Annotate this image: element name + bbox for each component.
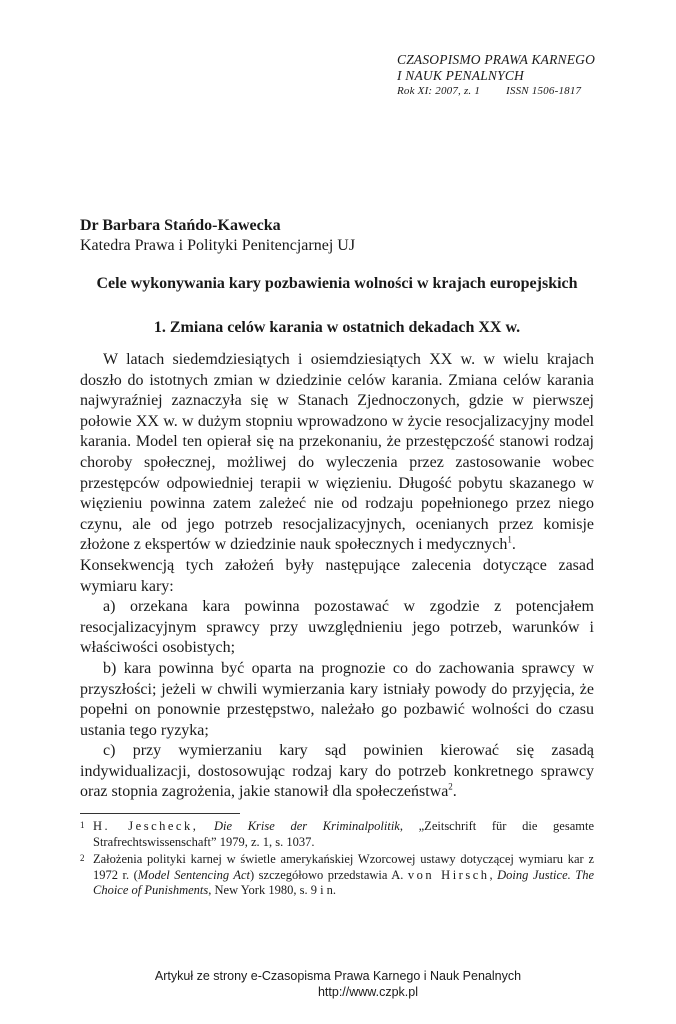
paragraph-1: W latach siedemdziesiątych i osiemdziesiątych XX w. w wielu krajach doszło do istotnych zmian w dziedzinie celów karania. Zmiana celów karania najwyraźniej zaznaczyła się w Stanach Zjednoczonych, gdzie w pierwszej połowie XX w. w dużym stopniu wprowadzono w życie resocjalizacyjny model karania. Model ten opierał się na przekonaniu, że przestępczość stanowi rodzaj choroby społecznej, możliwej do wyleczenia przez zastosowanie wobec przestępców odpowiedniej terapii w więzieniu. Długość pobytu skazanego w więzieniu powinna zatem zależeć nie od rodzaju popełnionego przez niego czynu, ale od jego potrzeb resocjalizacyjnych, ocenianych przez komisje złożone z ekspertów w dziedzinie nauk społecznych i medycznych$^1$. xyxy=(80,351,594,554)
footnote-title: Model Sentencing Act xyxy=(137,867,251,882)
year-issue: Rok XI: 2007, z. 1 xyxy=(397,85,481,97)
paragraph-2: Konsekwencją tych założeń były następujące zalecenia dotyczące zasad wymiaru kary: xyxy=(80,556,594,595)
footnote-separator xyxy=(80,813,240,814)
footnote-title: Die Krise der Kriminalpolitik xyxy=(214,819,400,833)
footnote-ref-1[interactable]: 1 xyxy=(507,535,512,546)
footnote-number: 1 xyxy=(80,820,85,830)
section-heading: 1. Zmiana celów karania w ostatnich dekadach XX w. xyxy=(153,319,521,336)
author-block xyxy=(80,216,355,256)
footnote-1: 1 H. Jescheck, Die Krise der Kriminalpolitik, „Zeitschrift für die gesamte Strafrechtswissenschaft” 1979, z. 1, s. 1037. xyxy=(80,819,595,849)
author-name: Dr Barbara Stańdo-Kawecka xyxy=(80,217,281,234)
footnote-ref-2[interactable]: 2 xyxy=(448,782,453,793)
author-affiliation: Katedra Prawa i Polityki Penitencjarnej UJ xyxy=(80,237,356,254)
journal-meta xyxy=(397,84,657,98)
footer-link[interactable]: http://www.czpk.pl xyxy=(317,985,419,999)
journal-header xyxy=(397,52,657,98)
footer-source: Artykuł ze strony e-Czasopisma Prawa Karnego i Nauk Penalnych xyxy=(154,969,522,983)
page-footer xyxy=(0,968,676,1000)
footnote-author: H. Jescheck, xyxy=(93,819,199,833)
list-item-b: b) kara powinna być oparta na prognozie co do zachowania sprawcy w przyszłości; jeżeli w chwili wymierzania kary istniały powody do przyjęcia, że popełni on ponownie przestępstwo, należało go pozbawić wolności do czasu ustania tego ryzyka; xyxy=(80,659,594,739)
journal-name-line1: CZASOPISMO PRAWA KARNEGO xyxy=(397,52,596,67)
footnote-author: von Hirsch xyxy=(407,867,490,882)
list-item-c: c) przy wymierzaniu kary sąd powinien kierować się zasadą indywidualizacji, dostosowując rodzaj kary do potrzeb konkretnego sprawcy oraz stopnia zagrożenia, jakie stanowił dla społeczeństwa$^2$. xyxy=(80,742,594,801)
footnote-2: 2 Założenia polityki karnej w świetle amerykańskiej Wzorcowej ustawy dotyczącej wymiaru kar z 1972 r. (Model Sentencing Act) szczegółowo przedstawia A. von Hirsch, Doing Justice. The Choice of Punishments, New York 1980, s. 9 i n. xyxy=(80,852,595,897)
issn: ISSN 1506-1817 xyxy=(506,85,582,97)
footnote-title: Doing Justice. The Choice of Punishments xyxy=(93,867,595,897)
journal-name-line2: I NAUK PENALNYCH xyxy=(397,68,524,83)
article-title: Cele wykonywania kary pozbawienia wolności w krajach europejskich xyxy=(96,275,578,292)
footnote-number: 2 xyxy=(80,853,85,863)
footnotes xyxy=(80,819,594,901)
article-body xyxy=(80,350,594,803)
list-item-a: a) orzekana kara powinna pozostawać w zgodzie z potencjałem resocjalizacyjnym sprawcy przy uwzględnieniu jego potrzeb, warunków i właściwości osobistych; xyxy=(80,598,594,657)
